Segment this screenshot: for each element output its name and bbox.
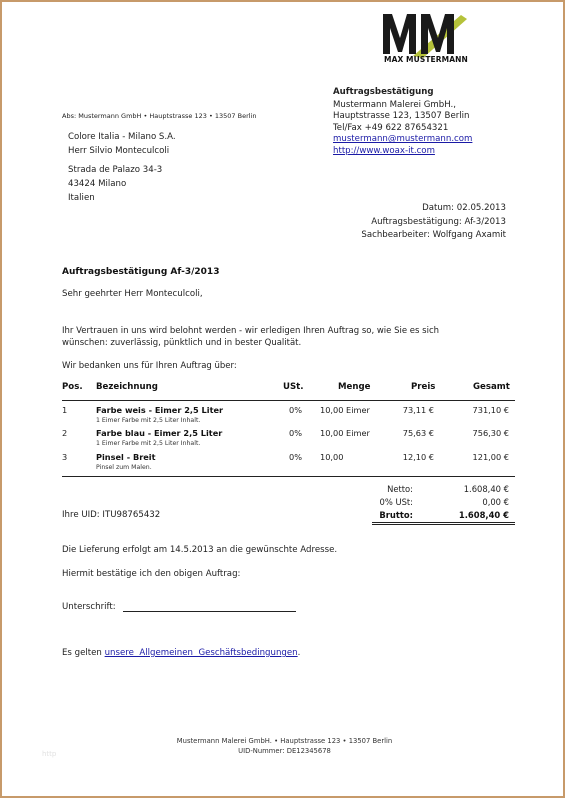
- col-header-pos: Pos.: [62, 382, 83, 392]
- meta-date: Datum: 02.05.2013: [422, 203, 506, 213]
- company-heading: Auftragsbestätigung: [333, 87, 434, 97]
- signature-label: Unterschrift:: [62, 602, 116, 612]
- row-total: 756,30 €: [472, 428, 509, 438]
- intro-paragraph: [62, 325, 439, 349]
- company-name: Mustermann Malerei GmbH.,: [333, 99, 457, 110]
- meta-order-number: Auftragsbestätigung: Af-3/2013: [371, 216, 506, 227]
- row-price: 73,11 €: [402, 405, 434, 415]
- meta-clerk: Sachbearbeiter: Wolfgang Axamit: [361, 230, 506, 240]
- company-street: Hauptstrasse 123, 13507 Berlin: [333, 111, 470, 122]
- ust-label: 0% USt:: [379, 497, 413, 507]
- terms-line: [62, 648, 300, 658]
- recipient-company: Colore Italia - Milano S.A.: [68, 132, 176, 142]
- col-header-total: Gesamt: [473, 382, 510, 392]
- intro-line-1: Ihr Vertrauen in uns wird belohnt werden - wir erledigen Ihren Auftrag so, wie Sie es sich: [62, 326, 440, 336]
- footer-uid: UID-Nummer: DE12345678: [238, 747, 331, 755]
- row-detail: Pinsel zum Malen.: [96, 464, 152, 471]
- netto-label: Netto:: [387, 484, 413, 494]
- row-ust: 0%: [289, 452, 302, 462]
- row-qty: 10,00 Eimer: [320, 428, 370, 438]
- row-pos: 2: [62, 428, 68, 438]
- row-pos: 1: [62, 405, 68, 415]
- row-name: Pinsel - Breit: [96, 452, 156, 462]
- company-website-link[interactable]: http://www.woax-it.com: [333, 145, 435, 156]
- col-header-price: Preis: [411, 382, 436, 392]
- row-price: 12,10 €: [402, 452, 434, 462]
- ust-value: 0,00 €: [482, 497, 509, 507]
- row-qty: 10,00 Eimer: [320, 405, 370, 415]
- watermark: http: [42, 750, 57, 758]
- recipient-street: Strada de Palazo 34-3: [68, 165, 163, 175]
- col-header-ust: USt.: [283, 382, 304, 392]
- row-ust: 0%: [289, 428, 302, 438]
- row-ust: 0%: [289, 405, 302, 415]
- row-detail: 1 Eimer Farbe mit 2,5 Liter Inhalt.: [96, 417, 201, 424]
- document-subject: Auftragsbestätigung Af-3/2013: [62, 267, 220, 277]
- page-footer: [2, 736, 565, 756]
- table-footer-rule: [62, 476, 515, 477]
- brutto-label: Brutto:: [379, 510, 413, 520]
- terms-prefix: Es gelten: [62, 648, 105, 658]
- logo-caption: MAX MUSTERMANN: [384, 55, 468, 64]
- confirmation-text: Hiermit bestätige ich den obigen Auftrag:: [62, 569, 241, 579]
- row-qty: 10,00: [320, 452, 344, 462]
- recipient-address: [68, 130, 176, 205]
- terms-link[interactable]: unsere Allgemeinen Geschäftsbedingungen: [104, 648, 298, 658]
- row-detail: 1 Eimer Farbe mit 2,5 Liter Inhalt.: [96, 440, 201, 447]
- col-header-qty: Menge: [338, 382, 371, 392]
- customer-uid: Ihre UID: ITU98765432: [62, 510, 161, 520]
- sender-line: Abs: Mustermann GmbH • Hauptstrasse 123 • 13507 Berlin: [62, 112, 257, 120]
- row-price: 75,63 €: [402, 428, 434, 438]
- recipient-country: Italien: [68, 193, 95, 203]
- brutto-rule-bottom: [372, 524, 515, 525]
- salutation: Sehr geehrter Herr Monteculcoli,: [62, 289, 203, 299]
- brutto-rule-top: [372, 522, 515, 523]
- recipient-city: 43424 Milano: [68, 179, 127, 189]
- intro-line-2: wünschen: zuverlässig, pünktlich und in bester Qualität.: [62, 338, 302, 348]
- row-total: 731,10 €: [472, 405, 509, 415]
- row-pos: 3: [62, 452, 68, 462]
- table-header-rule: [62, 400, 515, 401]
- company-telfax: Tel/Fax +49 622 87654321: [333, 122, 449, 133]
- col-header-desc: Bezeichnung: [96, 382, 158, 392]
- company-info: [333, 87, 472, 158]
- brutto-value: 1.608,40 €: [458, 510, 509, 520]
- row-name: Farbe blau - Eimer 2,5 Liter: [96, 428, 223, 438]
- netto-value: 1.608,40 €: [463, 484, 509, 494]
- delivery-note: Die Lieferung erfolgt am 14.5.2013 an die gewünschte Adresse.: [62, 545, 338, 555]
- document-meta: [361, 202, 506, 243]
- company-email-link[interactable]: mustermann@mustermann.com: [333, 134, 473, 145]
- row-name: Farbe weis - Eimer 2,5 Liter: [96, 405, 224, 415]
- signature-line: [123, 611, 296, 612]
- footer-address: Mustermann Malerei GmbH. • Hauptstrasse 123 • 13507 Berlin: [176, 737, 393, 745]
- recipient-person: Herr Silvio Monteculcoli: [68, 146, 170, 156]
- terms-suffix: .: [297, 648, 301, 658]
- row-total: 121,00 €: [472, 452, 509, 462]
- thanks-line: Wir bedanken uns für Ihren Auftrag über:: [62, 361, 237, 371]
